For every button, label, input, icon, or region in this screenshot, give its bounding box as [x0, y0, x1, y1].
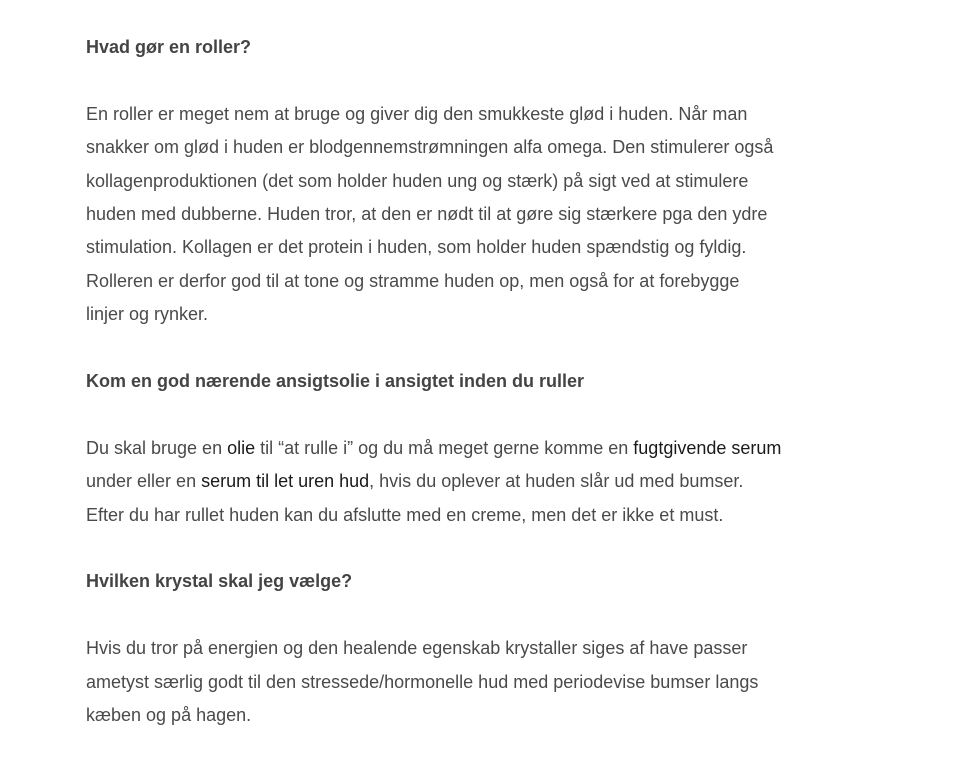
spacer: [86, 599, 806, 632]
text-line: Efter du har rullet huden kan du afslutte med en creme, men det er ikke et must.: [86, 504, 724, 525]
spacer: [86, 64, 806, 97]
section-heading-oil: Kom en god nærende ansigtsolie i ansigtet inden du ruller: [86, 371, 585, 392]
text-line: linjer og rynker.: [86, 304, 209, 325]
paragraph-crystal: [86, 632, 806, 732]
text-fragment: Du skal bruge en: [86, 437, 228, 458]
moisturizing-serum-link[interactable]: fugtgivende serum: [633, 437, 782, 458]
paragraph-oil: [86, 432, 806, 532]
spacer: [86, 398, 806, 431]
text-line: huden med dubberne. Huden tror, at den er nødt til at gøre sig stærkere pga den ydre: [86, 204, 768, 225]
text-line: En roller er meget nem at bruge og giver dig den smukkeste glød i huden. Når man: [86, 103, 748, 124]
text-line: kæben og på hagen.: [86, 705, 252, 726]
text-line: [86, 432, 806, 465]
text-line: kollagenproduktionen (det som holder huden ung og stærk) på sigt ved at stimulere: [86, 170, 749, 191]
spacer: [86, 332, 806, 365]
text-fragment: under eller en: [86, 471, 202, 492]
text-line: [86, 465, 806, 498]
spacer: [86, 532, 806, 565]
article-body: [86, 31, 806, 732]
text-fragment: til “at rulle i” og du må meget gerne komme en: [255, 437, 634, 458]
text-line: Hvis du tror på energien og den healende egenskab krystaller siges af have passer: [86, 638, 748, 659]
paragraph-roller: [86, 98, 806, 332]
text-line: Rolleren er derfor god til at tone og stramme huden op, men også for at forebygge: [86, 270, 740, 291]
section-heading-crystal: Hvilken krystal skal jeg vælge?: [86, 571, 353, 592]
oil-link[interactable]: olie: [227, 437, 256, 458]
blemish-serum-link[interactable]: serum til let uren hud: [201, 471, 370, 492]
text-line: stimulation. Kollagen er det protein i huden, som holder huden spændstig og fyldig.: [86, 237, 747, 258]
text-fragment: , hvis du oplever at huden slår ud med bumser.: [369, 471, 744, 492]
text-line: snakker om glød i huden er blodgennemstrømningen alfa omega. Den stimulerer også: [86, 137, 774, 158]
section-heading-roller: Hvad gør en roller?: [86, 37, 252, 57]
text-line: ametyst særlig godt til den stressede/hormonelle hud med periodevise bumser langs: [86, 671, 759, 692]
